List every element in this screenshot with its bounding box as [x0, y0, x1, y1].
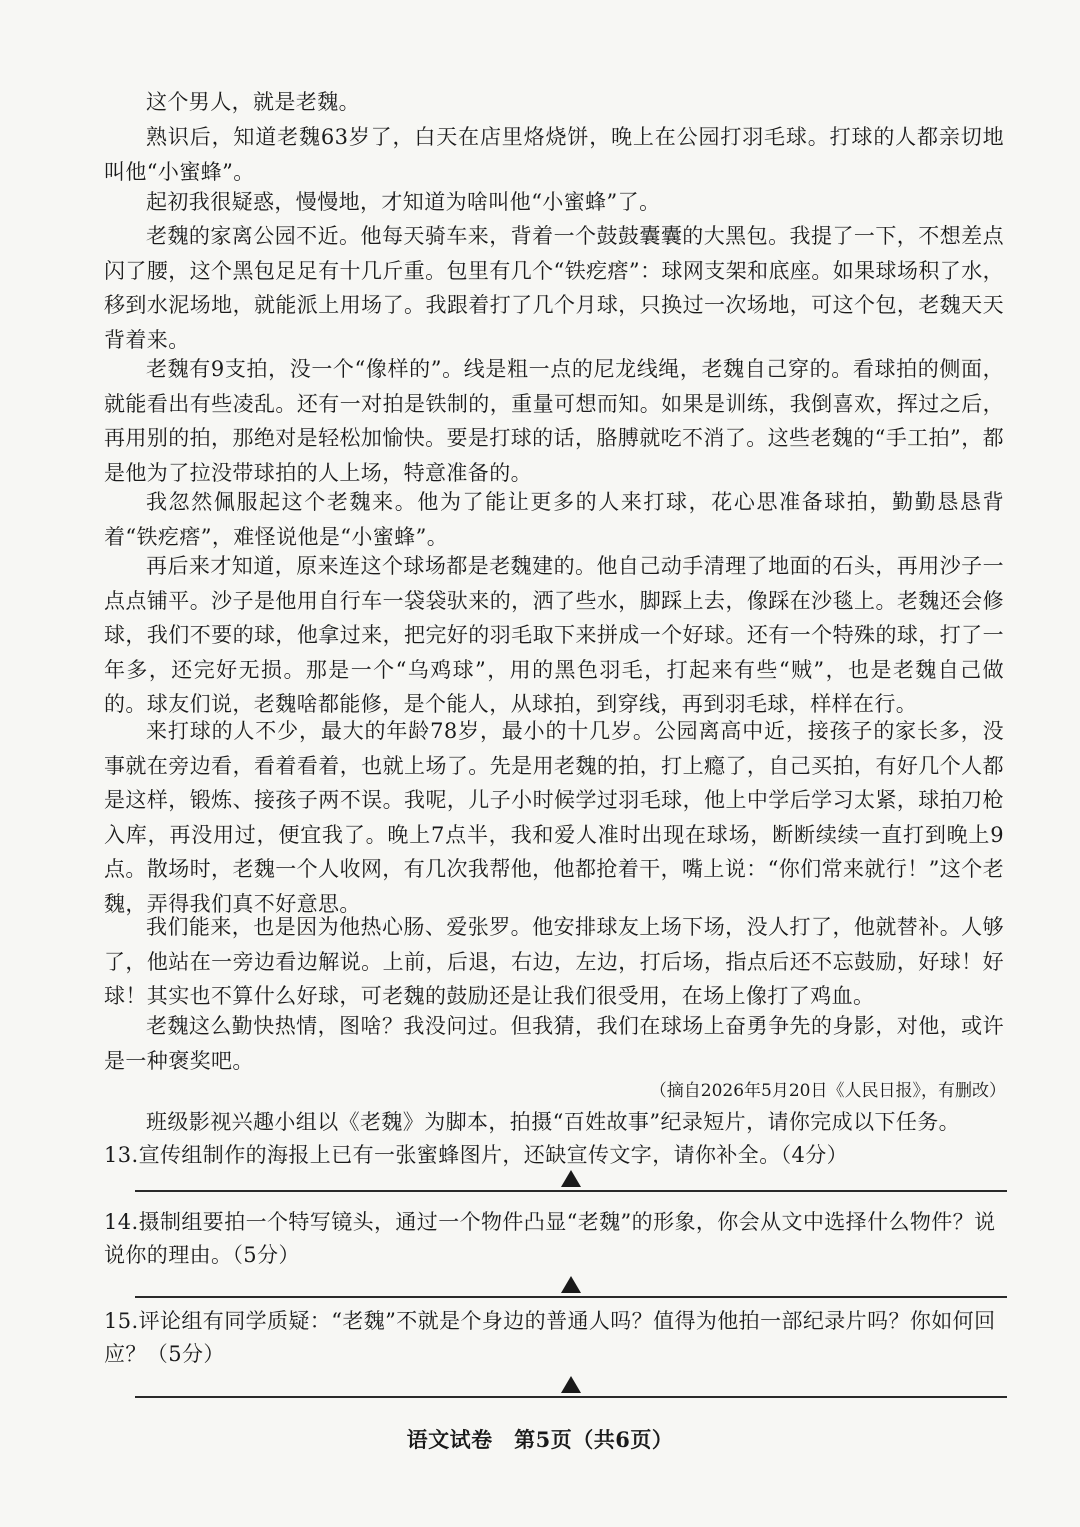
paragraph: 再后来才知道，原来连这个球场都是老魏建的。他自己动手清理了地面的石头，再用沙子一点点铺平。沙子是他用自行车一袋袋驮来的，洒了些水，脚踩上去，像踩在沙毯上。老魏还会修球，我们不要的球，他拿过来，把完好的羽毛取下来拼成一个好球。还有一个特殊的球，打了一年多，还完好无损。那是一个“乌鸡球”，用的黑色羽毛，打起来有些“贼”，也是老魏自己做的。球友们说，老魏啥都能修，是个能人，从球拍，到穿线，再到羽毛球，样样在行。 — [104, 554, 1004, 716]
paragraph: 老魏这么勤快热情，图啥？我没问过。但我猜，我们在球场上奋勇争先的身影，对他，或许是一种褒奖吧。 — [104, 1014, 1004, 1073]
paragraph: 老魏有9支拍，没一个“像样的”。线是粗一点的尼龙线绳，老魏自己穿的。看球拍的侧面，就能看出有些凌乱。还有一对拍是铁制的，重量可想而知。如果是训练，我倒喜欢，挥过之后，再用别的拍，那绝对是轻松加愉快。要是打球的话，胳膊就吃不消了。这些老魏的“手工拍”，都是他为了拉没带球拍的人上场，特意准备的。 — [104, 357, 1004, 485]
answer-line-13[interactable] — [135, 1170, 1007, 1192]
paragraph: 熟识后，知道老魏63岁了，白天在店里烙烧饼，晚上在公园打羽毛球。打球的人都亲切地叫他“小蜜蜂”。 — [104, 125, 1004, 184]
answer-line-14[interactable] — [135, 1276, 1007, 1298]
paragraph: 老魏的家离公园不近。他每天骑车来，背着一个鼓鼓囊囊的大黑包。我提了一下，不想差点闪了腰，这个黑包足足有十几斤重。包里有几个“铁疙瘩”：球网支架和底座。如果球场积了水，移到水泥场地，就能派上用场了。我跟着打了几个月球，只换过一次场地，可这个包，老魏天天背着来。 — [104, 224, 1004, 352]
triangle-icon — [561, 1170, 581, 1187]
question-14: 14.摄制组要拍一个特写镜头，通过一个物件凸显“老魏”的形象，你会从文中选择什么物件？说说你的理由。（5分） — [104, 1210, 996, 1267]
task-intro: 班级影视兴趣小组以《老魏》为脚本，拍摄“百姓故事”纪录短片，请你完成以下任务。 — [146, 1110, 961, 1134]
page-footer: 语文试卷 第5页（共6页） — [406, 1427, 674, 1452]
paragraph: 我们能来，也是因为他热心肠、爱张罗。他安排球友上场下场，没人打了，他就替补。人够了，他站在一旁边看边解说。上前，后退，右边，左边，打后场，指点后还不忘鼓励，好球！好球！其实也不算什么好球，可老魏的鼓励还是让我们很受用，在场上像打了鸡血。 — [104, 915, 1004, 1008]
question-15: 15.评论组有同学质疑：“老魏”不就是个身边的普通人吗？值得为他拍一部纪录片吗？你如何回应？（5分） — [104, 1309, 996, 1366]
source-note: （摘自2026年5月20日《人民日报》，有删改） — [649, 1081, 1006, 1101]
question-13: 13.宣传组制作的海报上已有一张蜜蜂图片，还缺宣传文字，请你补全。（4分） — [104, 1143, 849, 1167]
answer-line-15[interactable] — [135, 1376, 1007, 1398]
triangle-icon — [561, 1276, 581, 1293]
triangle-icon — [561, 1376, 581, 1393]
paragraph: 这个男人，就是老魏。 — [146, 90, 360, 114]
paragraph: 我忽然佩服起这个老魏来。他为了能让更多的人来打球，花心思准备球拍，勤勤恳恳背着“铁疙瘩”，难怪说他是“小蜜蜂”。 — [104, 490, 1004, 549]
paragraph: 起初我很疑惑，慢慢地，才知道为啥叫他“小蜜蜂”了。 — [146, 190, 661, 214]
paragraph: 来打球的人不少，最大的年龄78岁，最小的十几岁。公园离高中近，接孩子的家长多，没事就在旁边看，看着看着，也就上场了。先是用老魏的拍，打上瘾了，自己买拍，有好几个人都是这样，锻炼、接孩子两不误。我呢，儿子小时候学过羽毛球，他上中学后学习太紧，球拍刀枪入库，再没用过，便宜我了。晚上7点半，我和爱人准时出现在球场，断断续续一直打到晚上9点。散场时，老魏一个人收网，有几次我帮他，他都抢着干，嘴上说：“你们常来就行！”这个老魏，弄得我们真不好意思。 — [104, 719, 1004, 916]
